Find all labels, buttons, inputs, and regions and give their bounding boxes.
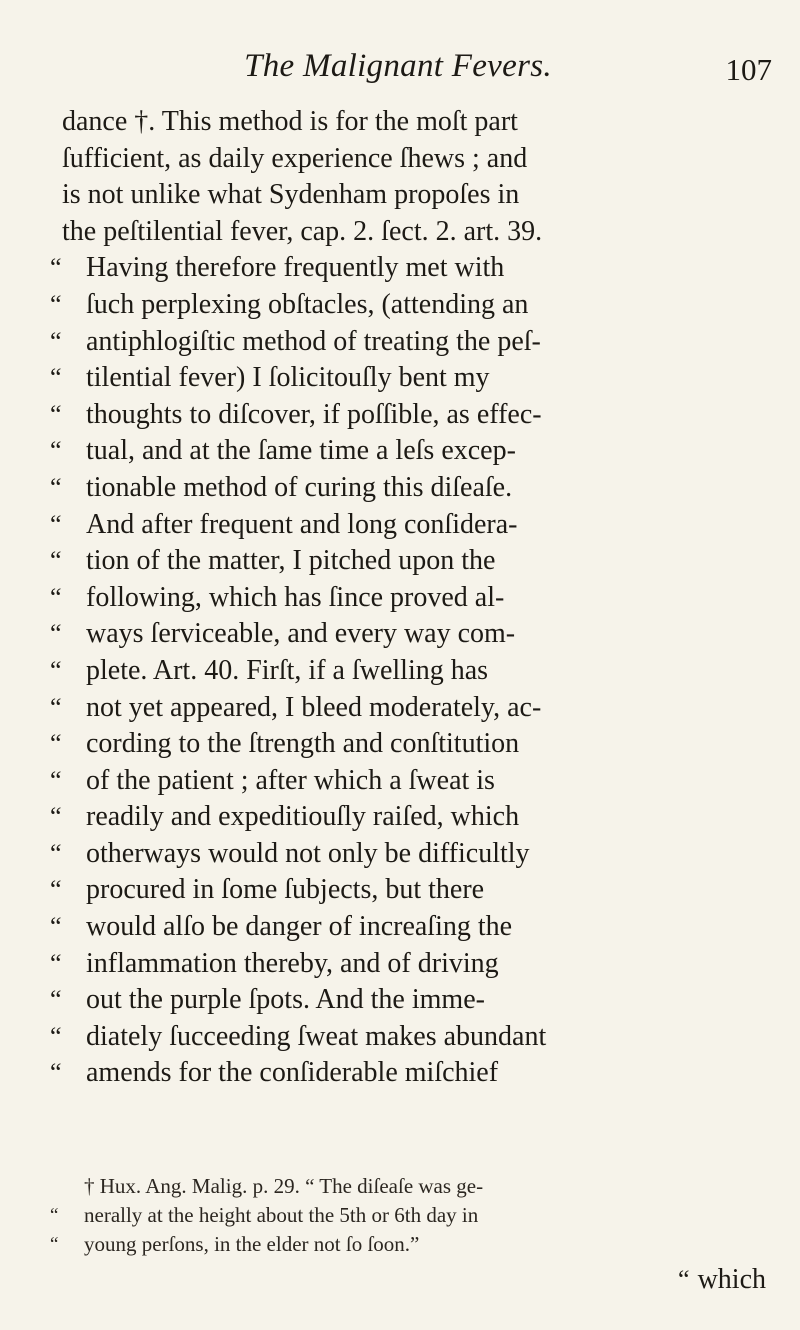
- text-line: [50, 141, 786, 178]
- quote-mark: “: [50, 509, 62, 539]
- quote-mark: “: [50, 472, 62, 502]
- quote-mark: “: [50, 1234, 59, 1255]
- text-line: [50, 616, 786, 653]
- catchword: [678, 1264, 766, 1296]
- line-text: dance †. This method is for the moſt part: [62, 106, 518, 137]
- line-text: diately ſucceeding ſweat makes abundant: [86, 1020, 547, 1052]
- text-line: [50, 507, 786, 544]
- line-text: procured in ſome ſubjects, but there: [86, 874, 485, 906]
- quote-mark: “: [50, 985, 62, 1015]
- text-line: [50, 982, 786, 1019]
- line-text: tual, and at the ſame time a leſs excep-: [86, 435, 516, 467]
- text-line: [50, 250, 786, 287]
- catchword-text: which: [697, 1264, 766, 1295]
- quote-mark: “: [50, 875, 62, 905]
- line-text: And after frequent and long conſidera-: [86, 508, 518, 540]
- text-line: [50, 909, 786, 946]
- page-number: 107: [725, 52, 772, 87]
- text-line: [50, 104, 786, 141]
- quote-mark: “: [50, 289, 62, 319]
- text-line: [50, 433, 786, 470]
- page-header: [0, 48, 800, 98]
- line-text: not yet appeared, I bleed moderately, ac-: [86, 691, 542, 723]
- text-line: [50, 763, 786, 800]
- line-text: Having therefore frequently met with: [86, 252, 505, 284]
- line-text: readily and expeditiouſly raiſed, which: [86, 801, 520, 833]
- text-line: [50, 470, 786, 507]
- quote-mark: “: [50, 655, 62, 685]
- line-text: ſufficient, as daily experience ſhews ; and: [62, 142, 528, 174]
- line-text: out the purple ſpots. And the imme-: [86, 984, 485, 1016]
- text-line: [50, 799, 786, 836]
- footnote-line: [50, 1230, 786, 1259]
- running-title: The Malignant Fevers.: [244, 48, 552, 84]
- quote-mark: “: [50, 1205, 59, 1226]
- text-line: [50, 324, 786, 361]
- quote-mark: “: [50, 912, 62, 942]
- text-line: [50, 360, 786, 397]
- footnote-line: [50, 1201, 786, 1230]
- quote-mark: “: [50, 948, 62, 978]
- quote-mark: “: [50, 399, 62, 429]
- line-text: tilential fever) I ſolicitouſly bent my: [86, 362, 490, 394]
- footnote-line: [50, 1172, 786, 1201]
- quote-mark: “: [50, 582, 62, 612]
- text-line: [50, 872, 786, 909]
- quote-mark: “: [50, 619, 62, 649]
- body-text: [50, 104, 786, 1092]
- line-text: tionable method of curing this diſeaſe.: [86, 471, 513, 503]
- line-text: following, which has ſince proved al-: [86, 581, 505, 613]
- line-text: tion of the matter, I pitched upon the: [86, 545, 496, 577]
- text-line: [50, 543, 786, 580]
- quote-mark: “: [50, 326, 62, 356]
- quote-mark: “: [50, 729, 62, 759]
- line-text: would alſo be danger of increaſing the: [86, 911, 513, 943]
- line-text: ſuch perplexing obſtacles, (attending an: [86, 288, 529, 320]
- quote-mark: “: [50, 363, 62, 393]
- footnote-text: young perſons, in the elder not ſo ſoon.”: [84, 1232, 420, 1256]
- text-line: [50, 214, 786, 251]
- line-text: otherways would not only be difficultly: [86, 837, 530, 869]
- text-line: [50, 397, 786, 434]
- text-line: [50, 690, 786, 727]
- quote-mark: “: [50, 436, 62, 466]
- line-text: thoughts to diſcover, if poſſible, as effec-: [86, 398, 542, 430]
- line-text: ways ſerviceable, and every way com-: [86, 618, 516, 650]
- quote-mark: “: [50, 1058, 62, 1088]
- text-line: [50, 653, 786, 690]
- text-line: [50, 836, 786, 873]
- quote-mark: “: [50, 1021, 62, 1051]
- line-text: the peſtilential fever, cap. 2. ſect. 2. art. 39.: [62, 215, 543, 247]
- text-line: [50, 177, 786, 214]
- line-text: cording to the ſtrength and conſtitution: [86, 728, 520, 760]
- quote-mark: “: [50, 802, 62, 832]
- text-line: [50, 580, 786, 617]
- footnote-text: nerally at the height about the 5th or 6th day in: [84, 1203, 479, 1227]
- quote-mark: “: [50, 253, 62, 283]
- line-text: antiphlogiſtic method of treating the peſ-: [86, 325, 541, 357]
- footnote-text: † Hux. Ang. Malig. p. 29. “ The diſeaſe was ge-: [84, 1174, 484, 1198]
- line-text: plete. Art. 40. Firſt, if a ſwelling has: [86, 654, 489, 686]
- quote-mark: “: [50, 765, 62, 795]
- footnote: [50, 1172, 786, 1259]
- line-text: is not unlike what Sydenham propoſes in: [62, 179, 520, 211]
- quote-mark: “: [50, 546, 62, 576]
- text-line: [50, 1055, 786, 1092]
- text-line: [50, 726, 786, 763]
- text-line: [50, 946, 786, 983]
- line-text: inflammation thereby, and of driving: [86, 947, 499, 979]
- catchword-quote-mark: “: [678, 1265, 690, 1294]
- quote-mark: “: [50, 692, 62, 722]
- text-line: [50, 1019, 786, 1056]
- text-line: [50, 287, 786, 324]
- line-text: amends for the conſiderable miſchief: [86, 1057, 499, 1089]
- quote-mark: “: [50, 838, 62, 868]
- line-text: of the patient ; after which a ſweat is: [86, 764, 495, 796]
